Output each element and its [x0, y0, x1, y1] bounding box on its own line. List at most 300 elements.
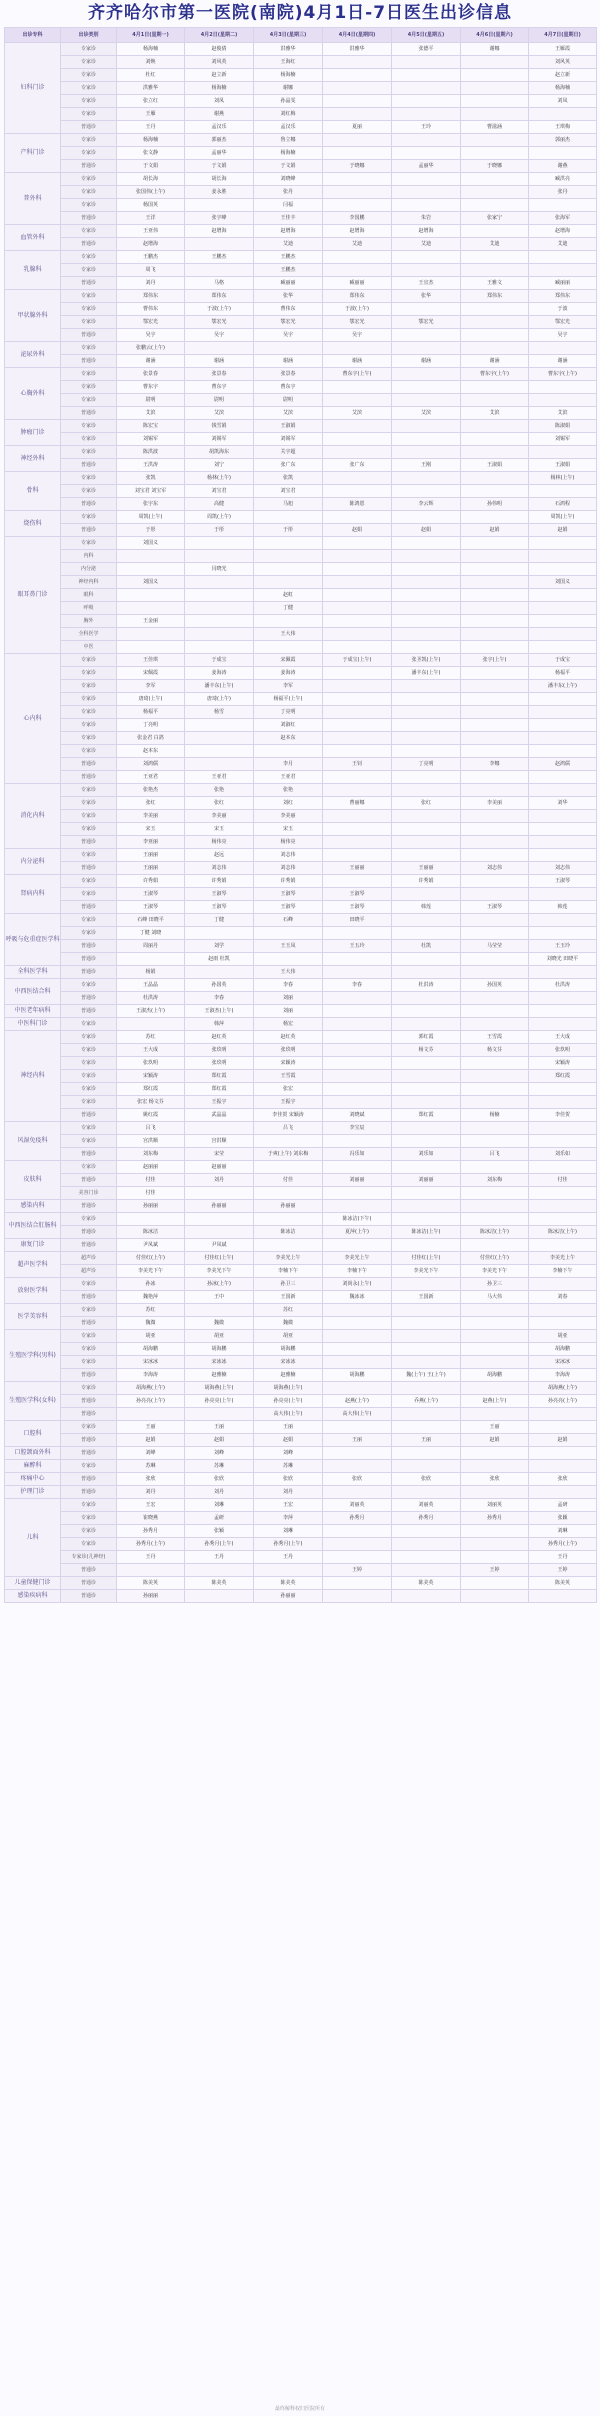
- doctor-cell: 胡亚: [529, 1330, 597, 1343]
- doctor-cell: [461, 784, 529, 797]
- doctor-cell: [323, 1187, 392, 1200]
- doctor-cell: 王鹏杰: [254, 264, 323, 277]
- doctor-cell: [392, 134, 461, 147]
- doctor-cell: [392, 810, 461, 823]
- doctor-cell: 王丹: [117, 1551, 185, 1564]
- doctor-cell: 宋玉: [185, 823, 254, 836]
- doctor-cell: [529, 771, 597, 784]
- visit-type-cell: 普通诊: [61, 1447, 117, 1460]
- doctor-cell: 王宏: [254, 1499, 323, 1512]
- doctor-cell: [392, 966, 461, 979]
- doctor-cell: 陈冰洁: [117, 1226, 185, 1239]
- table-row: [5, 472, 597, 485]
- doctor-cell: [392, 303, 461, 316]
- visit-type-cell: 专家诊: [61, 1499, 117, 1512]
- visit-type-cell: 普通诊: [61, 1395, 117, 1408]
- visit-type-cell: 专家诊: [61, 381, 117, 394]
- doctor-cell: 刘宝君: [185, 485, 254, 498]
- doctor-cell: 于彤: [185, 524, 254, 537]
- doctor-cell: 张红: [392, 797, 461, 810]
- doctor-cell: 张欣: [254, 1473, 323, 1486]
- doctor-cell: 王丽丽: [392, 862, 461, 875]
- table-row: [5, 966, 597, 979]
- doctor-cell: [529, 147, 597, 160]
- doctor-cell: 刘志伟: [254, 862, 323, 875]
- doctor-cell: 郑红霞: [185, 1070, 254, 1083]
- visit-type-cell: 专家诊: [61, 303, 117, 316]
- department-cell: 肾病内科: [5, 875, 61, 914]
- doctor-cell: 杨楠: [461, 1109, 529, 1122]
- doctor-cell: 王淑琴: [529, 875, 597, 888]
- doctor-cell: [392, 1447, 461, 1460]
- doctor-cell: [392, 563, 461, 576]
- table-row: [5, 121, 597, 134]
- doctor-cell: 许秀娟: [254, 875, 323, 888]
- page-title: 齐齐哈尔市第一医院(南院)4月1日-7日医生出诊信息: [87, 3, 513, 23]
- doctor-cell: 刘锡军: [117, 433, 185, 446]
- doctor-cell: 李国鹏: [323, 212, 392, 225]
- doctor-cell: 周丽丹: [117, 940, 185, 953]
- visit-type-cell: 神经内科: [61, 576, 117, 589]
- doctor-cell: 周凯(上午): [529, 511, 597, 524]
- doctor-cell: [323, 56, 392, 69]
- visit-type-cell: 专家诊: [61, 368, 117, 381]
- doctor-cell: [323, 576, 392, 589]
- department-cell: 儿童保健门诊: [5, 1577, 61, 1590]
- doctor-cell: [392, 56, 461, 69]
- doctor-cell: 鄂宏光: [254, 316, 323, 329]
- doctor-cell: [392, 992, 461, 1005]
- table-row: [5, 420, 597, 433]
- doctor-cell: [392, 1057, 461, 1070]
- table-row: [5, 1005, 597, 1018]
- doctor-cell: [323, 784, 392, 797]
- doctor-cell: 谢燕: [185, 108, 254, 121]
- doctor-cell: [461, 303, 529, 316]
- table-row: [5, 1291, 597, 1304]
- doctor-cell: 赵丽丽: [117, 1161, 185, 1174]
- department-cell: 康复门诊: [5, 1239, 61, 1252]
- doctor-cell: 马格: [185, 277, 254, 290]
- doctor-cell: 付佳: [254, 1174, 323, 1187]
- doctor-cell: 李军: [117, 680, 185, 693]
- doctor-cell: 艾滨: [185, 407, 254, 420]
- table-row: [5, 407, 597, 420]
- doctor-cell: [323, 823, 392, 836]
- table-row: [5, 719, 597, 732]
- table-row: [5, 173, 597, 186]
- doctor-cell: 孙卫三: [254, 1278, 323, 1291]
- department-cell: 甲状腺外科: [5, 290, 61, 342]
- visit-type-cell: 专家诊: [61, 979, 117, 992]
- doctor-cell: [529, 1486, 597, 1499]
- visit-type-cell: 超声诊: [61, 1252, 117, 1265]
- doctor-cell: 许秀娟: [117, 875, 185, 888]
- doctor-cell: 朱岩: [392, 212, 461, 225]
- table-row: [5, 1044, 597, 1057]
- doctor-cell: [461, 771, 529, 784]
- doctor-cell: [323, 420, 392, 433]
- doctor-cell: 杜红: [117, 69, 185, 82]
- doctor-cell: [529, 732, 597, 745]
- doctor-cell: 张广东: [323, 459, 392, 472]
- doctor-cell: 张欣: [392, 1473, 461, 1486]
- doctor-cell: 刘晓斌: [323, 1109, 392, 1122]
- doctor-cell: [323, 719, 392, 732]
- doctor-cell: 杨文芬: [461, 1044, 529, 1057]
- doctor-cell: 王淑琴: [185, 901, 254, 914]
- doctor-cell: 姜海涛: [185, 667, 254, 680]
- doctor-cell: 陈宏宝: [117, 420, 185, 433]
- doctor-cell: 于波: [529, 303, 597, 316]
- doctor-cell: 王淑琴: [254, 888, 323, 901]
- doctor-cell: 刘丽英: [323, 1499, 392, 1512]
- department-cell: 心胸外科: [5, 368, 61, 420]
- doctor-cell: [392, 329, 461, 342]
- visit-type-cell: 普通诊: [61, 160, 117, 173]
- doctor-cell: [392, 615, 461, 628]
- table-row: [5, 1382, 597, 1395]
- doctor-cell: 赵娟: [323, 524, 392, 537]
- doctor-cell: 洪雅华: [254, 43, 323, 56]
- table-row: [5, 186, 597, 199]
- doctor-cell: 杨海楠: [254, 147, 323, 160]
- doctor-cell: [254, 927, 323, 940]
- doctor-cell: 艾滨: [392, 407, 461, 420]
- doctor-cell: 王淑杰(上午): [117, 1005, 185, 1018]
- visit-type-cell: 专家诊: [61, 693, 117, 706]
- doctor-cell: [392, 472, 461, 485]
- doctor-cell: 赵增海: [117, 238, 185, 251]
- table-row: [5, 355, 597, 368]
- doctor-cell: [461, 875, 529, 888]
- doctor-cell: [461, 1486, 529, 1499]
- visit-type-cell: 专家诊: [61, 134, 117, 147]
- doctor-cell: [323, 472, 392, 485]
- visit-type-cell: 超声诊: [61, 1265, 117, 1278]
- visit-type-cell: 普通诊: [61, 758, 117, 771]
- doctor-cell: [254, 550, 323, 563]
- visit-type-cell: 专家诊: [61, 186, 117, 199]
- doctor-cell: 宋冰冰: [185, 1356, 254, 1369]
- doctor-cell: 王宜杰: [392, 277, 461, 290]
- doctor-cell: 曹丽娜: [323, 797, 392, 810]
- visit-type-cell: 呼吸: [61, 602, 117, 615]
- doctor-cell: 王丹: [529, 1551, 597, 1564]
- doctor-cell: 王淑琴: [117, 901, 185, 914]
- doctor-cell: 石峰 田晓平: [117, 914, 185, 927]
- doctor-cell: 李美光上午: [254, 1252, 323, 1265]
- doctor-cell: 石鸿程: [529, 498, 597, 511]
- doctor-cell: 陈冰洁(上午): [461, 1226, 529, 1239]
- table-row: [5, 251, 597, 264]
- table-row: [5, 771, 597, 784]
- doctor-cell: [461, 1577, 529, 1590]
- doctor-cell: [117, 602, 185, 615]
- doctor-cell: 郑伟东: [461, 290, 529, 303]
- doctor-cell: 杜凯: [392, 940, 461, 953]
- doctor-cell: 魏(上午) 王(上午): [392, 1369, 461, 1382]
- doctor-cell: [323, 1044, 392, 1057]
- doctor-cell: [392, 641, 461, 654]
- doctor-cell: 艾迪: [254, 238, 323, 251]
- visit-type-cell: 专家诊: [61, 316, 117, 329]
- doctor-cell: 刘风英: [529, 56, 597, 69]
- table-row: [5, 498, 597, 511]
- doctor-cell: 王丽: [185, 1421, 254, 1434]
- table-row: [5, 134, 597, 147]
- doctor-cell: 李美光下午: [461, 1265, 529, 1278]
- doctor-cell: [461, 1187, 529, 1200]
- doctor-cell: [323, 485, 392, 498]
- doctor-cell: 张艳: [185, 784, 254, 797]
- doctor-cell: 王丽: [117, 1421, 185, 1434]
- doctor-cell: [392, 1330, 461, 1343]
- visit-type-cell: 专家诊: [61, 1083, 117, 1096]
- doctor-cell: [185, 641, 254, 654]
- doctor-cell: 李亚丽: [117, 836, 185, 849]
- doctor-cell: 孙秀月(上午): [529, 1538, 597, 1551]
- table-row: [5, 745, 597, 758]
- doctor-cell: [185, 1304, 254, 1317]
- department-cell: 感染内科: [5, 1200, 61, 1213]
- doctor-cell: 吴宇: [529, 329, 597, 342]
- doctor-cell: 陈洪波: [117, 446, 185, 459]
- doctor-cell: 王玉玲: [529, 940, 597, 953]
- doctor-cell: 鄂宏光: [323, 316, 392, 329]
- doctor-cell: [529, 1460, 597, 1473]
- visit-type-cell: 专家诊: [61, 1343, 117, 1356]
- doctor-cell: 陈鸿恩: [323, 498, 392, 511]
- doctor-cell: 付佳: [117, 1187, 185, 1200]
- doctor-cell: 周凯(上午): [185, 511, 254, 524]
- visit-type-cell: 专家诊: [61, 1018, 117, 1031]
- doctor-cell: [392, 381, 461, 394]
- doctor-cell: 付佳红(上午): [392, 1252, 461, 1265]
- department-cell: 生殖医学科(男科): [5, 1330, 61, 1382]
- column-header: 出诊类别: [61, 28, 117, 43]
- doctor-cell: 谢燕: [529, 160, 597, 173]
- doctor-cell: 夏萍(上午): [323, 1226, 392, 1239]
- doctor-cell: [529, 1083, 597, 1096]
- doctor-cell: [392, 108, 461, 121]
- table-row: [5, 316, 597, 329]
- doctor-cell: [323, 1135, 392, 1148]
- doctor-cell: 鄂宏光: [117, 316, 185, 329]
- table-row: [5, 43, 597, 56]
- department-cell: 护理门诊: [5, 1486, 61, 1499]
- visit-type-cell: 普通诊: [61, 771, 117, 784]
- doctor-cell: 孙卫三: [461, 1278, 529, 1291]
- column-header: 4月6日(星期六): [461, 28, 529, 43]
- doctor-cell: 于晓娜: [323, 160, 392, 173]
- doctor-cell: [529, 1304, 597, 1317]
- doctor-cell: [185, 628, 254, 641]
- visit-type-cell: 内分泌: [61, 563, 117, 576]
- table-row: [5, 576, 597, 589]
- visit-type-cell: 专家诊: [61, 719, 117, 732]
- doctor-cell: 刘丽丽: [392, 1174, 461, 1187]
- doctor-cell: 赵立新: [185, 69, 254, 82]
- visit-type-cell: 普通诊: [61, 1317, 117, 1330]
- visit-type-cell: 专家诊: [61, 537, 117, 550]
- doctor-cell: 李海涛: [529, 1369, 597, 1382]
- table-row: [5, 615, 597, 628]
- doctor-cell: 王海红: [254, 56, 323, 69]
- doctor-cell: [323, 173, 392, 186]
- doctor-cell: 孙丽丽: [254, 1200, 323, 1213]
- doctor-cell: 胡亚: [254, 1330, 323, 1343]
- visit-type-cell: 专家诊: [61, 147, 117, 160]
- doctor-cell: [392, 1460, 461, 1473]
- column-header: 4月7日(星期日): [529, 28, 597, 43]
- doctor-cell: [392, 836, 461, 849]
- doctor-cell: 刘淑红: [254, 719, 323, 732]
- doctor-cell: [392, 264, 461, 277]
- column-header: 4月1日(星期一): [117, 28, 185, 43]
- doctor-cell: 胡海燕(上午): [254, 1382, 323, 1395]
- table-row: [5, 368, 597, 381]
- table-row: [5, 264, 597, 277]
- doctor-cell: 郭丽杰: [185, 134, 254, 147]
- doctor-cell: 刘丹: [185, 1174, 254, 1187]
- doctor-cell: 于成宝: [185, 654, 254, 667]
- visit-type-cell: 普通诊: [61, 407, 117, 420]
- doctor-cell: [392, 1551, 461, 1564]
- doctor-cell: [185, 732, 254, 745]
- doctor-cell: 赵娟: [117, 1434, 185, 1447]
- doctor-cell: [254, 641, 323, 654]
- visit-type-cell: 专家诊: [61, 1538, 117, 1551]
- doctor-cell: 赵增海: [392, 225, 461, 238]
- doctor-cell: [529, 810, 597, 823]
- visit-type-cell: 普通诊: [61, 238, 117, 251]
- doctor-cell: [392, 1304, 461, 1317]
- department-cell: 麻醉科: [5, 1460, 61, 1473]
- doctor-cell: 于波(上午): [185, 303, 254, 316]
- visit-type-cell: 普通诊: [61, 329, 117, 342]
- doctor-cell: 宋佩霞: [254, 654, 323, 667]
- doctor-cell: 吴宇: [117, 329, 185, 342]
- doctor-cell: [323, 706, 392, 719]
- doctor-cell: 马莹莹: [461, 940, 529, 953]
- doctor-cell: [461, 485, 529, 498]
- doctor-cell: 刘志伟: [254, 849, 323, 862]
- visit-type-cell: 普通诊: [61, 1239, 117, 1252]
- doctor-cell: [323, 1057, 392, 1070]
- doctor-cell: 刘风英: [185, 56, 254, 69]
- table-row: [5, 1031, 597, 1044]
- doctor-cell: [461, 914, 529, 927]
- doctor-cell: [392, 1382, 461, 1395]
- doctor-cell: [185, 1187, 254, 1200]
- header-row: [5, 28, 597, 43]
- doctor-cell: [185, 758, 254, 771]
- visit-type-cell: 专家诊: [61, 95, 117, 108]
- doctor-cell: [461, 1005, 529, 1018]
- doctor-cell: [254, 1213, 323, 1226]
- visit-type-cell: 专家诊: [61, 1356, 117, 1369]
- department-cell: 神经外科: [5, 446, 61, 472]
- doctor-cell: 王婷: [461, 1564, 529, 1577]
- doctor-cell: 刘凤: [185, 95, 254, 108]
- doctor-cell: [392, 1486, 461, 1499]
- visit-type-cell: 专家诊: [61, 264, 117, 277]
- visit-type-cell: 普通诊: [61, 1486, 117, 1499]
- doctor-cell: [461, 1408, 529, 1421]
- doctor-cell: 孟研: [185, 1512, 254, 1525]
- doctor-cell: [323, 628, 392, 641]
- doctor-cell: [461, 511, 529, 524]
- doctor-cell: 王大伟: [254, 966, 323, 979]
- doctor-cell: [461, 1083, 529, 1096]
- doctor-cell: [461, 316, 529, 329]
- doctor-cell: [461, 563, 529, 576]
- doctor-cell: 关宇超: [254, 446, 323, 459]
- doctor-cell: [392, 1018, 461, 1031]
- doctor-cell: 刘焕: [117, 56, 185, 69]
- doctor-cell: 王振宇: [185, 1096, 254, 1109]
- doctor-cell: 唐琦(上午): [117, 693, 185, 706]
- doctor-cell: [254, 1135, 323, 1148]
- doctor-cell: 苏红: [254, 1304, 323, 1317]
- doctor-cell: 赵娟: [529, 524, 597, 537]
- visit-type-cell: 普通诊: [61, 459, 117, 472]
- doctor-cell: [529, 589, 597, 602]
- doctor-cell: [461, 1161, 529, 1174]
- visit-type-cell: 专家诊: [61, 667, 117, 680]
- doctor-cell: [461, 888, 529, 901]
- doctor-cell: [461, 1460, 529, 1473]
- doctor-cell: 赵鸿儒: [529, 758, 597, 771]
- visit-type-cell: 胸外: [61, 615, 117, 628]
- doctor-cell: [254, 537, 323, 550]
- doctor-cell: 韩莲: [529, 901, 597, 914]
- doctor-cell: [529, 394, 597, 407]
- doctor-cell: 赵虹: [254, 589, 323, 602]
- doctor-cell: 李美光上午: [529, 1252, 597, 1265]
- doctor-cell: 王雁: [117, 108, 185, 121]
- doctor-cell: [461, 342, 529, 355]
- doctor-cell: 李佳贺: [529, 1109, 597, 1122]
- department-cell: 皮肤科: [5, 1161, 61, 1200]
- visit-type-cell: 专家诊: [61, 251, 117, 264]
- visit-type-cell: 专家诊: [61, 472, 117, 485]
- doctor-cell: 张德平: [392, 43, 461, 56]
- doctor-cell: [254, 563, 323, 576]
- visit-type-cell: 普通诊: [61, 1005, 117, 1018]
- doctor-cell: [529, 1096, 597, 1109]
- doctor-cell: [461, 1551, 529, 1564]
- doctor-cell: 张红: [185, 797, 254, 810]
- doctor-cell: 杨海楠: [254, 69, 323, 82]
- doctor-cell: 刘丹: [117, 277, 185, 290]
- doctor-cell: 韩莲: [392, 901, 461, 914]
- table-row: [5, 1213, 597, 1226]
- doctor-cell: [323, 342, 392, 355]
- doctor-cell: 郭丽杰: [529, 134, 597, 147]
- table-row: [5, 1525, 597, 1538]
- department-cell: 乳腺科: [5, 251, 61, 290]
- schedule-body: [5, 43, 597, 1603]
- table-row: [5, 1057, 597, 1070]
- doctor-cell: [461, 966, 529, 979]
- visit-type-cell: 专家诊: [61, 823, 117, 836]
- visit-type-cell: 专家诊: [61, 1161, 117, 1174]
- doctor-cell: [461, 615, 529, 628]
- doctor-cell: [392, 784, 461, 797]
- doctor-cell: [254, 953, 323, 966]
